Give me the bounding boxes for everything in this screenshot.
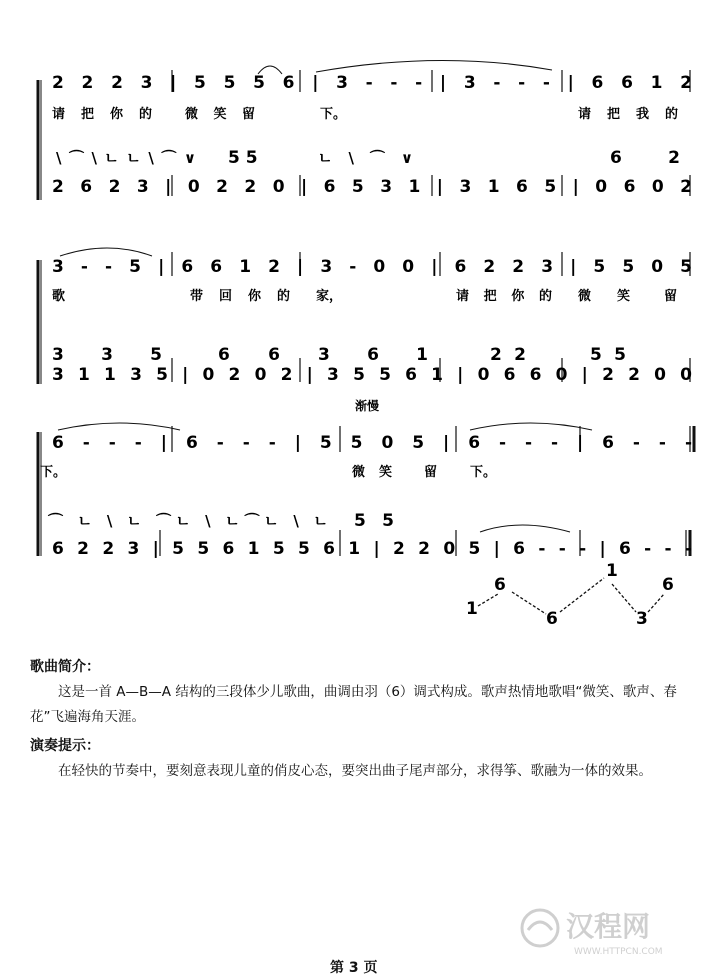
accomp-line: 3 1 1 3 5 | 0 2 0 2 | 3 5 5 6 1 | 0 6 6 0 | 2 2 0 0	[52, 365, 692, 385]
svg-text:ㄴ \ ⌒ ∨: ㄴ \ ⌒ ∨	[318, 149, 413, 167]
svg-text:6: 6	[494, 575, 506, 595]
lyric: 微笑留	[185, 107, 255, 122]
system-2-lyrics	[52, 288, 677, 304]
lyric: 歌	[52, 289, 66, 304]
svg-text:6: 6	[546, 609, 558, 629]
lyric: 下。	[40, 465, 67, 480]
svg-text:1: 1	[466, 599, 478, 619]
intro-heading: 歌曲简介：	[30, 659, 100, 675]
bowing-marks: \ ⌒ \ ㄴ ㄴ \ ⌒ ∨	[56, 149, 196, 167]
arpeggio-figures	[466, 561, 674, 629]
svg-text:2 2: 2 2	[490, 345, 526, 365]
intro-text: 这是一首 A—B—A 结构的三段体少儿歌曲，曲调由羽（6）调式构成。歌声热情地歌唱“微笑、歌声、春花”飞遍海角天涯。	[30, 684, 677, 725]
system-1-lyrics	[52, 106, 678, 122]
lyric: 家，	[316, 289, 343, 304]
bowing-marks: ⌒ ㄴ \ ㄴ ⌒ㄴ \ ㄴ⌒ㄴ \ ㄴ	[48, 512, 328, 530]
accomp-line: 6 2 2 3 | 5 5 6 1 5 5 6 1 | 2 2 0 5 | 6 - - - | 6 - - -	[52, 539, 693, 559]
svg-text:3 6 1: 3 6 1	[318, 345, 428, 365]
page-number: 第 3 页	[330, 960, 378, 976]
svg-text:3: 3	[636, 609, 648, 629]
performance-tips	[30, 734, 700, 784]
lyric: 请把你的	[456, 289, 552, 304]
lyric: 微笑	[578, 289, 630, 304]
svg-text:6: 6	[662, 575, 674, 595]
svg-text:5 5: 5 5	[354, 511, 394, 531]
tempo-mark: 渐慢	[355, 399, 380, 413]
melody-line: 3 - - 5 | 6 6 1 2 | 3 - 0 0 | 6 2 2 3 | 5 5 0 5	[52, 257, 693, 277]
svg-text:汉程网: 汉程网	[566, 910, 651, 943]
lyric: 留	[664, 289, 678, 304]
tie	[316, 60, 552, 72]
accomp-upper: 6 2	[610, 148, 680, 168]
lyric: 下。	[320, 107, 347, 122]
accomp-line: 2 6 2 3 | 0 2 2 0 | 6 5 3 1 | 3 1 6 5 | 0 6 0 2	[52, 177, 692, 197]
tips-text: 在轻快的节奏中，要刻意表现儿童的俏皮心态，要突出曲子尾声部分，求得筝、歌融为一体的效果。	[58, 763, 652, 779]
lyric: 请把你的	[52, 107, 152, 122]
tips-heading: 演奏提示：	[30, 738, 100, 754]
accomp-upper: 5 5	[228, 148, 258, 168]
lyric: 带回你的	[190, 289, 290, 304]
svg-text:WWW.HTTPCN.COM: WWW.HTTPCN.COM	[574, 947, 663, 957]
watermark-logo	[514, 900, 704, 960]
system-1	[38, 60, 692, 200]
system-2	[38, 248, 692, 385]
svg-text:3 3 5: 3 3 5	[52, 345, 162, 365]
svg-text:6 6: 6 6	[218, 345, 280, 365]
lyric: 留	[424, 465, 438, 480]
svg-text:5 5: 5 5	[590, 345, 626, 365]
system-3	[38, 398, 694, 629]
svg-text:1: 1	[606, 561, 618, 581]
song-intro	[30, 655, 700, 730]
melody-line: 6 - - - | 6 - - - | 5 5 0 5 | 6 - - - | 6 - - -	[52, 433, 693, 453]
melody-line: 2 2 2 3 | 5 5 5 6 | 3 - - - | 3 - - - | 6 6 1 2	[52, 73, 692, 93]
system-3-lyrics	[40, 464, 496, 480]
lyric: 微笑	[352, 465, 392, 480]
lyric: 下。	[470, 465, 497, 480]
lyric: 请把我的	[578, 107, 678, 122]
